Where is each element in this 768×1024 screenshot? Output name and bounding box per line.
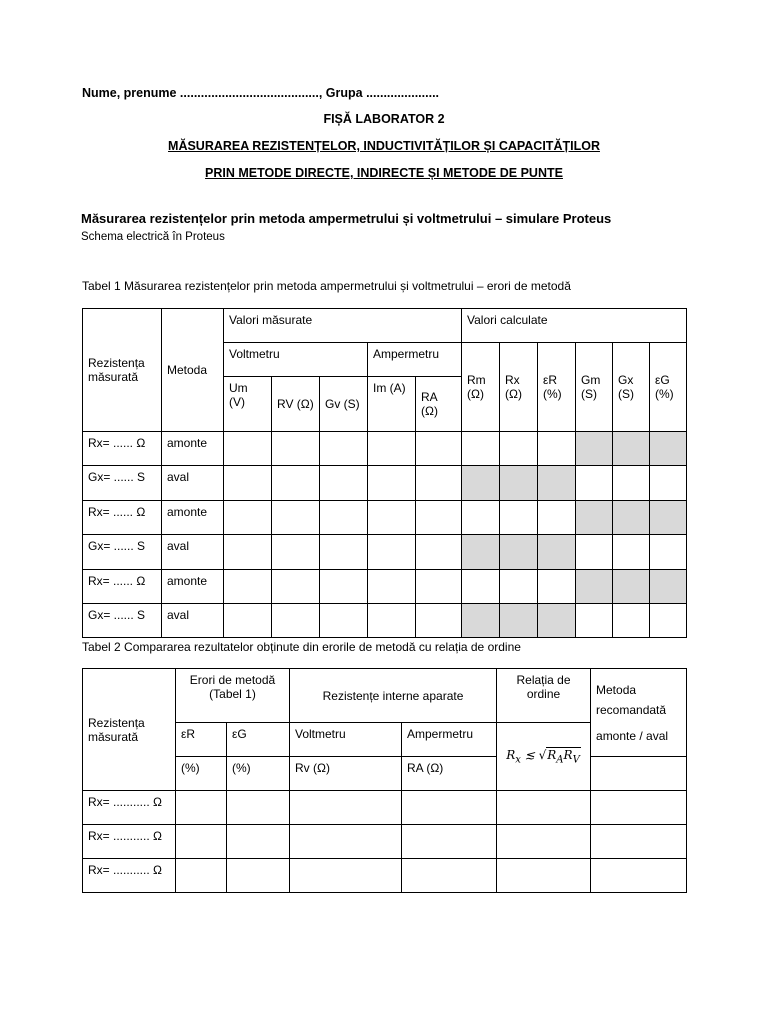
gx-label: Gx= ...... S — [83, 535, 162, 570]
table-row — [83, 535, 687, 570]
metoda-aval: aval — [162, 604, 224, 638]
metoda-amonte: amonte — [162, 570, 224, 604]
t2-header-rezistenta: Rezistența măsurată — [83, 669, 176, 791]
t2-header-rv: Rv (Ω) — [290, 757, 402, 791]
t1-header-ra: RA (Ω) — [416, 377, 462, 432]
t2-header-eg: εG — [227, 723, 290, 757]
t2-metoda-rec-label: Metoda recomandată — [596, 682, 667, 717]
t1-header-rx: Rx (Ω) — [500, 343, 538, 432]
t2-header-ra: RA (Ω) — [402, 757, 497, 791]
metoda-amonte: amonte — [162, 432, 224, 466]
table-row — [83, 466, 687, 501]
table-row — [83, 825, 687, 859]
t1-header-gv: Gv (S) — [320, 377, 368, 432]
rx-label: Rx= ...... Ω — [83, 432, 162, 466]
t1-header-gx: Gx (S) — [613, 343, 650, 432]
t1-header-um: Um (V) — [224, 377, 272, 432]
t1-header-rv: RV (Ω) — [272, 377, 320, 432]
section-title: Măsurarea rezistențelor prin metoda ampermetrului și voltmetrului – simulare Proteus — [81, 211, 612, 226]
formula-rx: $R_x$ ≲ $√R_AR_V$ — [506, 747, 580, 766]
rx-label: Rx= ...... Ω — [83, 570, 162, 604]
title-line-2: PRIN METODE DIRECTE, INDIRECTE ȘI METODE DE PUNTE — [205, 166, 563, 180]
rx-label: Rx= ...... Ω — [83, 501, 162, 535]
gx-label: Gx= ...... S — [83, 466, 162, 501]
table-row — [83, 570, 687, 604]
table-row — [83, 501, 687, 535]
table2 — [82, 668, 687, 893]
name-group-line: Nume, prenume ........................................, Grupa ..................... — [82, 86, 440, 100]
table1 — [82, 308, 687, 638]
t2-header-relatia: Relația de ordine — [497, 669, 591, 723]
t1-header-rm: Rm (Ω) — [462, 343, 500, 432]
t1-header-er: εR (%) — [538, 343, 576, 432]
t2-amonte-aval: amonte / aval — [596, 728, 669, 743]
title-line-1: MĂSURAREA REZISTENȚELOR, INDUCTIVITĂȚILOR ȘI CAPACITĂȚILOR — [168, 139, 600, 153]
t2-relatia-formula — [497, 723, 591, 791]
t1-header-valori-masurate: Valori măsurate — [224, 309, 462, 343]
t1-header-eg: εG (%) — [650, 343, 687, 432]
metoda-amonte: amonte — [162, 501, 224, 535]
t2-row-label: Rx= ........... Ω — [83, 825, 176, 859]
t1-header-gm: Gm (S) — [576, 343, 613, 432]
table-row — [83, 432, 687, 466]
table-row — [83, 859, 687, 893]
t2-header-er: εR — [176, 723, 227, 757]
table-row — [83, 604, 687, 638]
t2-row-label: Rx= ........... Ω — [83, 859, 176, 893]
t1-header-rezistenta: Rezistența măsurată — [83, 309, 162, 432]
t1-header-voltmetru: Voltmetru — [224, 343, 368, 377]
section-subtitle: Schema electrică în Proteus — [81, 231, 225, 243]
table-row — [83, 791, 687, 825]
t2-header-rezistente: Rezistențe interne aparate — [290, 669, 497, 723]
t2-header-ampermetru: Ampermetru — [402, 723, 497, 757]
t1-header-valori-calculate: Valori calculate — [462, 309, 687, 343]
t2-header-er-unit: (%) — [176, 757, 227, 791]
t2-header-erori: Erori de metodă (Tabel 1) — [176, 669, 290, 723]
metoda-aval: aval — [162, 466, 224, 501]
metoda-aval: aval — [162, 535, 224, 570]
t2-row-label: Rx= ........... Ω — [83, 791, 176, 825]
lab-title: FIȘĂ LABORATOR 2 — [323, 112, 445, 126]
t1-header-ampermetru: Ampermetru — [368, 343, 462, 377]
t2-header-voltmetru: Voltmetru — [290, 723, 402, 757]
t1-header-im: Im (A) — [368, 377, 416, 432]
table1-caption: Tabel 1 Măsurarea rezistențelor prin metoda ampermetrului și voltmetrului – erori de metodă — [82, 279, 571, 293]
table2-caption: Tabel 2 Compararea rezultatelor obținute din erorile de metodă cu relația de ordine — [82, 640, 521, 654]
gx-label: Gx= ...... S — [83, 604, 162, 638]
t2-header-eg-unit: (%) — [227, 757, 290, 791]
t1-header-metoda: Metoda — [162, 309, 224, 432]
t2-header-metoda-rec — [591, 669, 687, 757]
